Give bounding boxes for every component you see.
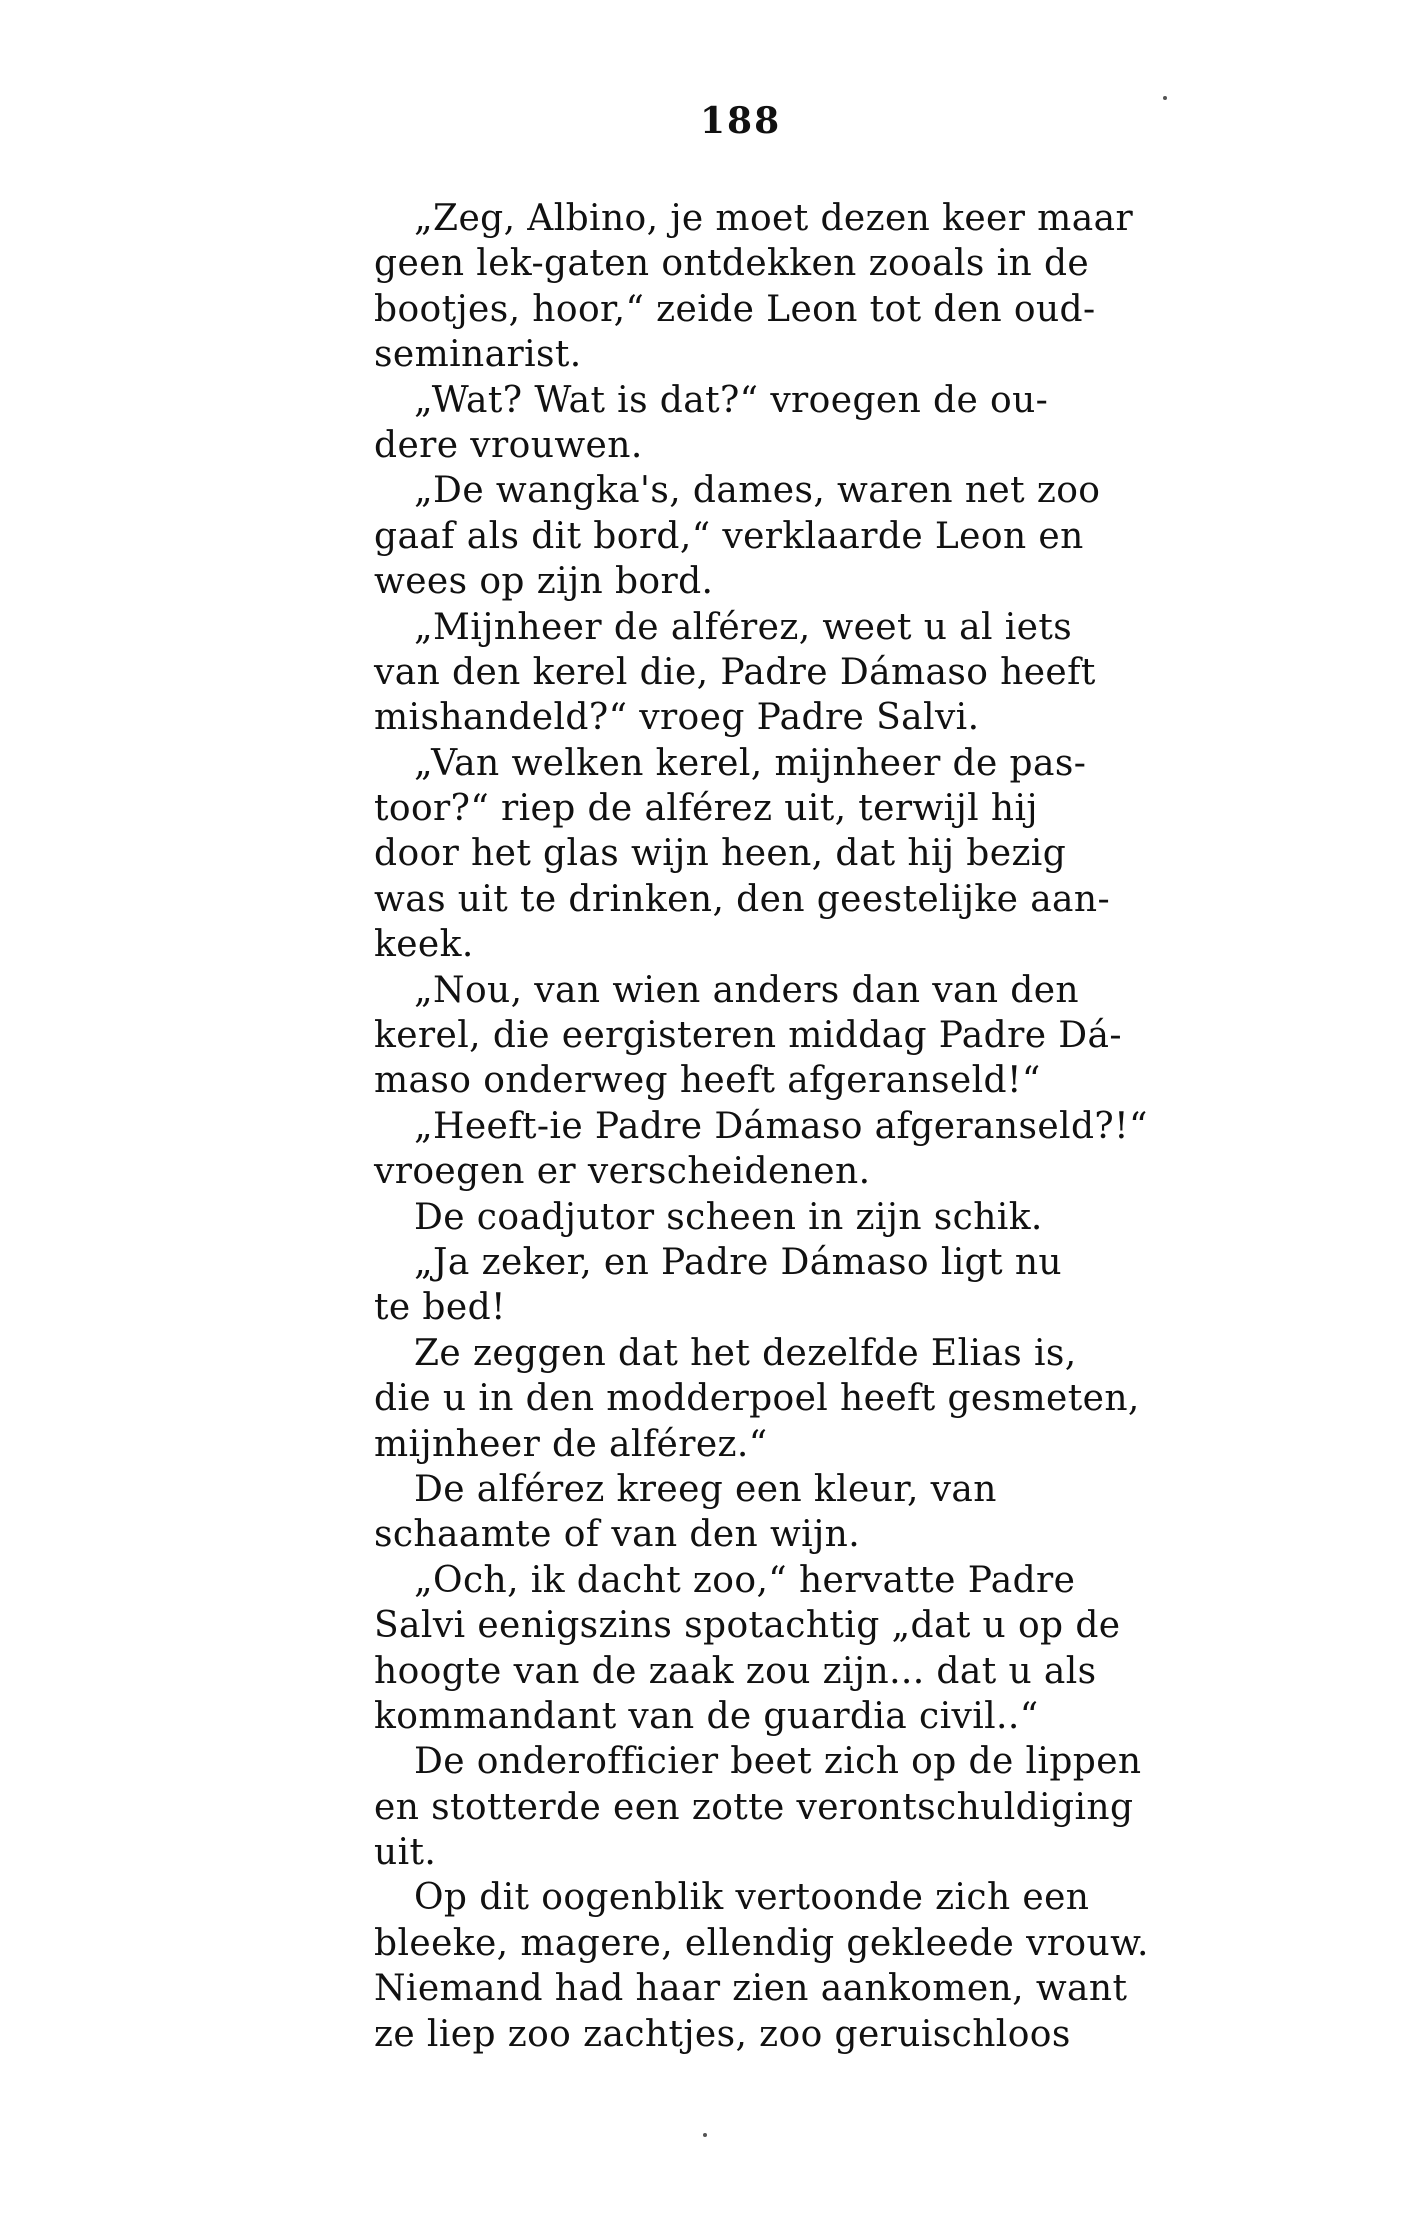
text-line: „Mijnheer de alférez, weet u al iets	[414, 606, 1073, 648]
text-line: „Zeg, Albino, je moet dezen keer maar	[414, 198, 1134, 239]
text-line: kerel, die eergisteren middag Padre Dá-	[374, 1015, 1122, 1057]
text-line: „Heeft-ie Padre Dámaso afgeranseld?!“	[414, 1105, 1148, 1147]
text-line: Niemand had haar zien aankomen, want	[374, 1968, 1128, 2010]
print-speck	[703, 2133, 707, 2137]
text-line: „Van welken kerel, mijnheer de pas-	[414, 742, 1087, 784]
page-number: 188	[700, 100, 782, 142]
text-line: te bed!	[374, 1287, 506, 1329]
text-line: vroegen er verscheidenen.	[374, 1151, 871, 1193]
text-line: „Nou, van wien anders dan van den	[414, 969, 1080, 1011]
text-line: Salvi eenigszins spotachtig „dat u op de	[374, 1605, 1121, 1647]
text-line: De coadjutor scheen in zijn schik.	[414, 1196, 1043, 1238]
text-line: toor?“ riep de alférez uit, terwijl hij	[374, 788, 1038, 830]
text-line: was uit te drinken, den geestelijke aan-	[374, 878, 1111, 920]
text-line: seminarist.	[374, 334, 582, 376]
text-line: kommandant van de guardia civil..“	[374, 1695, 1039, 1737]
text-line: wees op zijn bord.	[374, 561, 714, 603]
text-line: van den kerel die, Padre Dámaso heeft	[374, 651, 1096, 693]
print-speck	[1163, 96, 1167, 100]
text-line: mijnheer de alférez.“	[374, 1423, 768, 1465]
text-line: hoogte van de zaak zou zijn... dat u als	[374, 1650, 1097, 1692]
text-line: Op dit oogenblik vertoonde zich een	[414, 1877, 1090, 1919]
text-line: De alférez kreeg een kleur, van	[414, 1468, 997, 1510]
text-line: geen lek-gaten ontdekken zooals in de	[374, 243, 1090, 285]
text-line: „Ja zeker, en Padre Dámaso ligt nu	[414, 1241, 1062, 1283]
text-line: ze liep zoo zachtjes, zoo geruischloos	[374, 2013, 1071, 2055]
text-line: De onderofficier beet zich op de lippen	[414, 1741, 1142, 1783]
text-line: bleeke, magere, ellendig gekleede vrouw.	[374, 1922, 1149, 1964]
text-line: door het glas wijn heen, dat hij bezig	[374, 833, 1067, 875]
text-line: „Och, ik dacht zoo,“ hervatte Padre	[414, 1559, 1076, 1601]
text-line: schaamte of van den wijn.	[374, 1514, 861, 1556]
text-line: keek.	[374, 924, 474, 966]
page-body-text	[374, 196, 1164, 2057]
text-line: uit.	[374, 1832, 437, 1874]
text-line: maso onderweg heeft afgeranseld!“	[374, 1060, 1041, 1102]
text-line: dere vrouwen.	[374, 424, 643, 466]
text-line: „Wat? Wat is dat?“ vroegen de ou-	[414, 379, 1049, 421]
text-line: gaaf als dit bord,“ verklaarde Leon en	[374, 515, 1084, 557]
text-line: en stotterde een zotte verontschuldiging	[374, 1786, 1134, 1828]
text-line: Ze zeggen dat het dezelfde Elias is,	[414, 1332, 1077, 1374]
text-line: bootjes, hoor,“ zeide Leon tot den oud-	[374, 288, 1096, 330]
text-line: „De wangka's, dames, waren net zoo	[414, 470, 1101, 512]
text-line: mishandeld?“ vroeg Padre Salvi.	[374, 697, 980, 739]
text-line: die u in den modderpoel heeft gesmeten,	[374, 1378, 1140, 1420]
